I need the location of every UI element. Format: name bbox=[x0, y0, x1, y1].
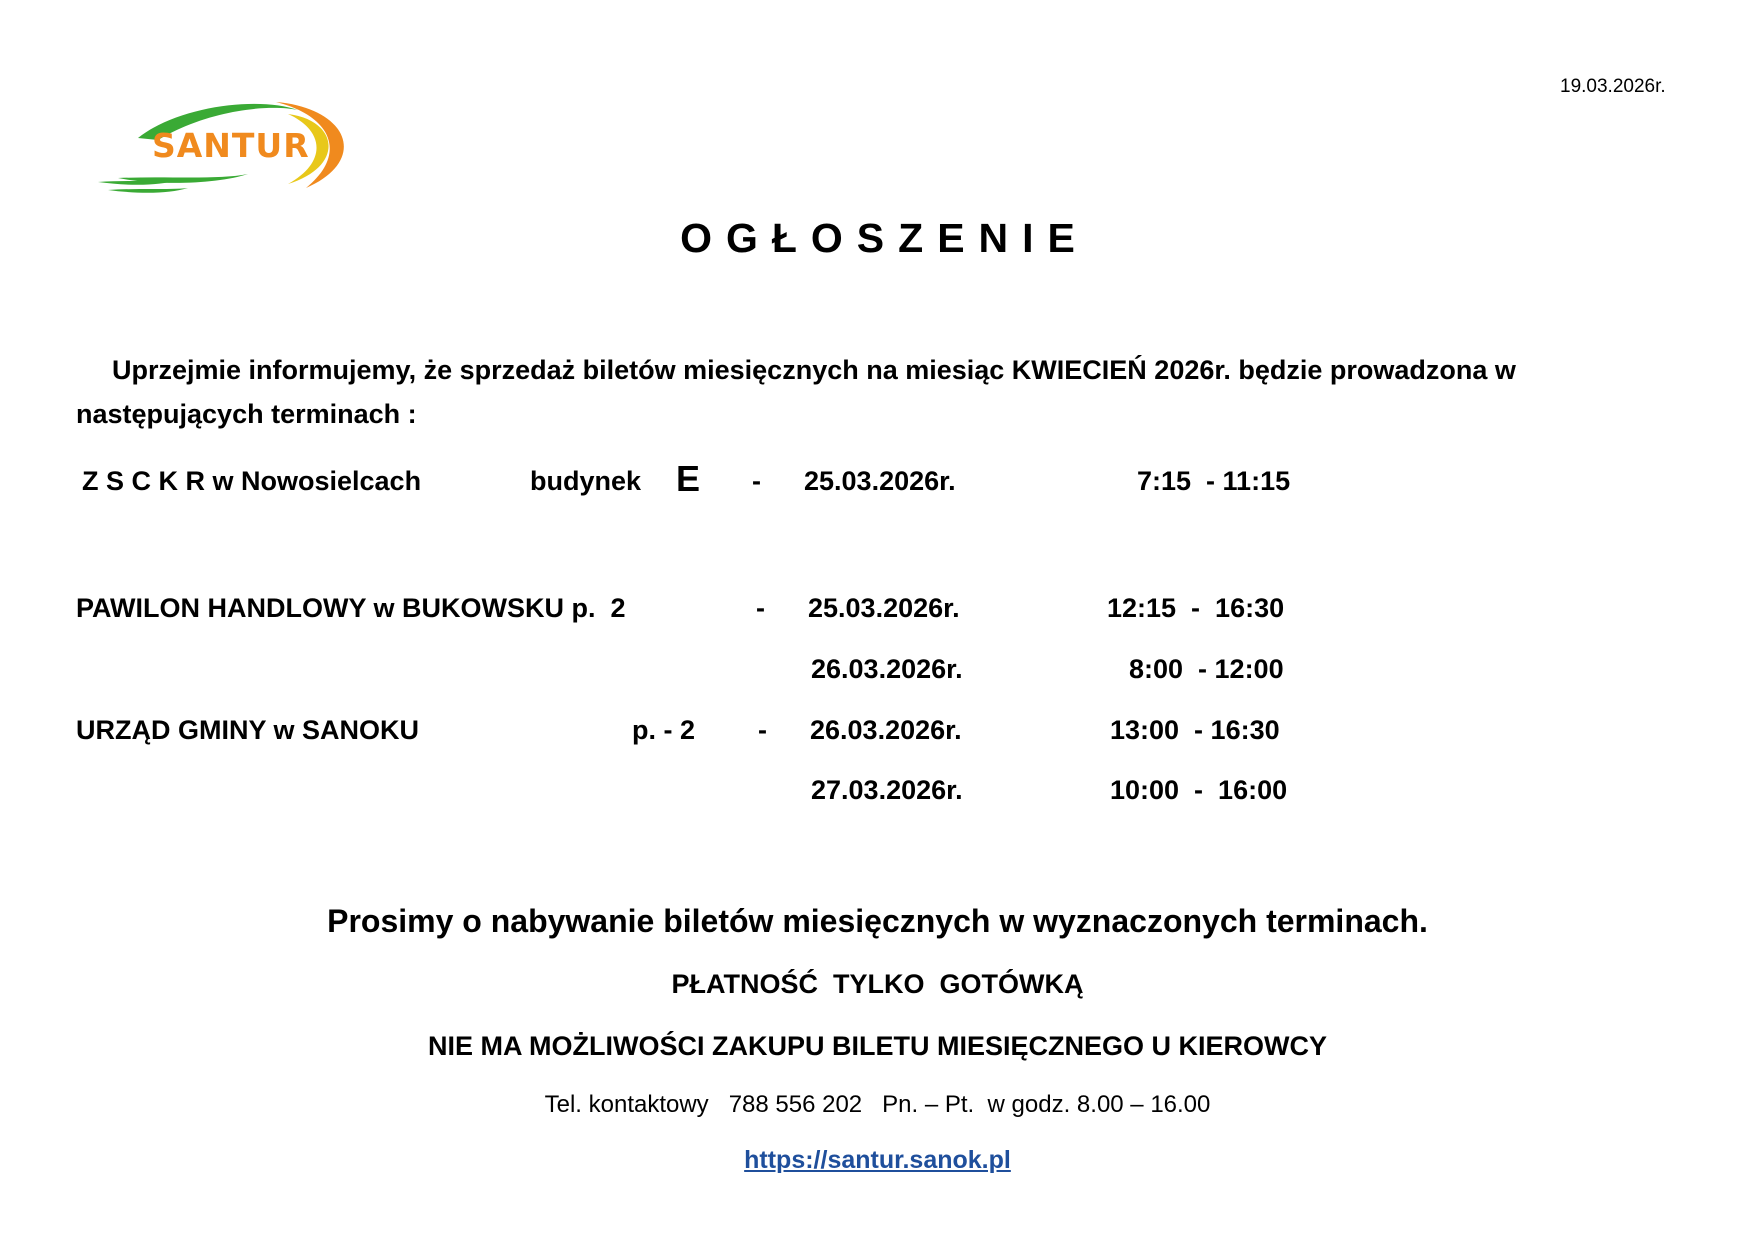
website-link[interactable]: https://santur.sanok.pl bbox=[744, 1146, 1011, 1174]
document-date: 19.03.2026r. bbox=[1560, 76, 1666, 97]
building-label: budynek bbox=[530, 466, 642, 496]
request-notice: Prosimy o nabywanie biletów miesięcznych w wyznaczonych terminach. bbox=[327, 903, 1428, 939]
logo-wordmark: SANTUR bbox=[152, 126, 310, 165]
driver-notice: NIE MA MOŻLIWOŚCI ZAKUPU BILETU MIESIĘCZNEGO U KIEROWCY bbox=[428, 1031, 1327, 1061]
row4-dash: - bbox=[758, 715, 767, 745]
santur-logo bbox=[98, 96, 360, 196]
row2-date: 25.03.2026r. bbox=[808, 593, 960, 623]
location-bukowsko: PAWILON HANDLOWY w BUKOWSKU p. 2 bbox=[76, 593, 626, 623]
contact-info: Tel. kontaktowy 788 556 202 Pn. – Pt. w godz. 8.00 – 16.00 bbox=[544, 1091, 1211, 1118]
row1-dash: - bbox=[752, 466, 761, 496]
row3-time: 8:00 - 12:00 bbox=[1129, 654, 1284, 684]
room-label: p. - 2 bbox=[632, 715, 696, 745]
page-title: OGŁOSZENIE bbox=[680, 215, 1089, 261]
row4-date: 26.03.2026r. bbox=[810, 715, 962, 745]
intro-paragraph bbox=[76, 348, 1596, 436]
row5-date: 27.03.2026r. bbox=[811, 775, 963, 805]
row2-dash: - bbox=[756, 593, 765, 623]
row1-date: 25.03.2026r. bbox=[804, 466, 956, 496]
row3-date: 26.03.2026r. bbox=[811, 654, 963, 684]
building-letter: E bbox=[676, 458, 701, 499]
row2-time: 12:15 - 16:30 bbox=[1107, 593, 1285, 623]
row4-time: 13:00 - 16:30 bbox=[1110, 715, 1280, 745]
location-nowosielce: Z S C K R w Nowosielcach bbox=[82, 466, 422, 496]
row1-time: 7:15 - 11:15 bbox=[1137, 466, 1291, 496]
location-sanok: URZĄD GMINY w SANOKU bbox=[76, 715, 420, 745]
intro-text: Uprzejmie informujemy, że sprzedaż biletów miesięcznych na miesiąc KWIECIEŃ 2026r. będzie prowadzona w następujących terminach : bbox=[76, 355, 1516, 429]
row5-time: 10:00 - 16:00 bbox=[1110, 775, 1288, 805]
payment-notice: PŁATNOŚĆ TYLKO GOTÓWKĄ bbox=[671, 969, 1084, 999]
